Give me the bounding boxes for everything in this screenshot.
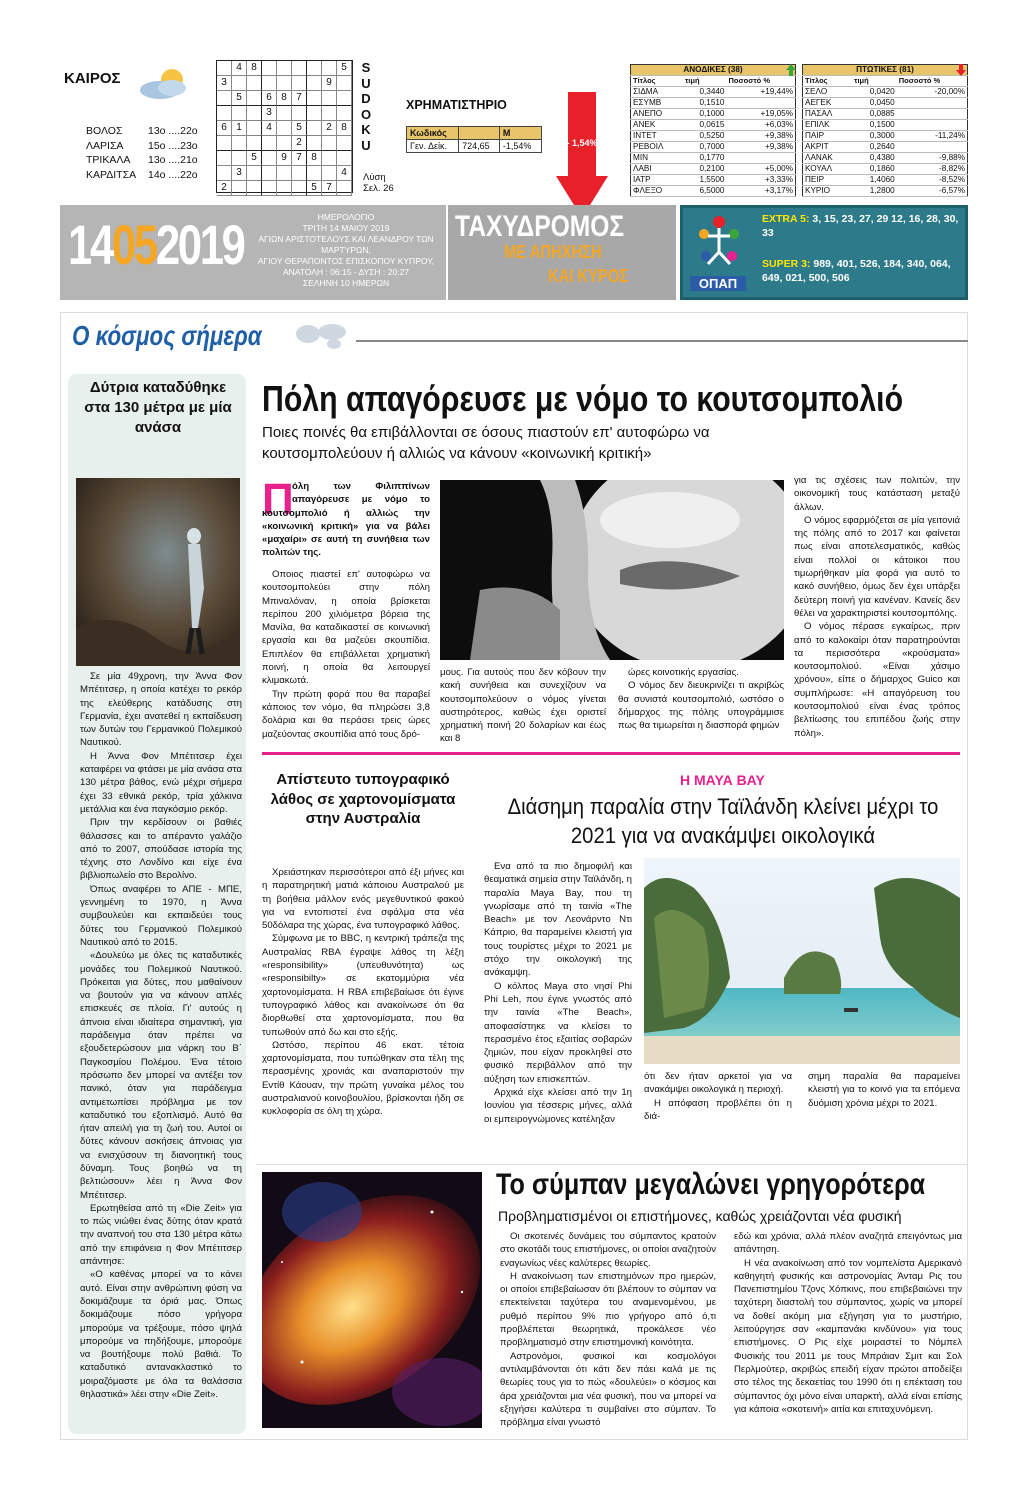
stock-title: ΧΡΗΜΑΤΙΣΤΗΡΙΟ bbox=[406, 98, 507, 112]
weather-row bbox=[86, 139, 198, 154]
gossip-paragraph: Την πρώτη φορά που θα παραβεί κάποιος τον νόμο, θα πληρώσει 3,8 δολάρια και θα περάσει τρεις ώρες μαζεύοντας σκουπίδια από τους δρό- bbox=[262, 688, 430, 740]
lead-subheadline: Ποιες ποινές θα επιβάλλονται σε όσους πιαστούν επ' αυτοφώρω να κουτσομπολεύουν ή αλλιώς να κάνουν «κοινωνική κριτική» bbox=[262, 424, 710, 462]
market-change: -6,57% bbox=[897, 186, 968, 197]
weather-row bbox=[86, 124, 198, 139]
weather-list bbox=[86, 124, 198, 182]
article-divider bbox=[262, 752, 960, 755]
market-price: 0,3440 bbox=[683, 87, 727, 98]
market-change: +9,38% bbox=[726, 142, 795, 153]
sudoku-cell bbox=[277, 166, 292, 181]
sudoku-cell bbox=[307, 91, 322, 106]
market-change bbox=[897, 142, 968, 153]
sudoku-cell bbox=[322, 91, 337, 106]
masthead-slogan-2: ΚΑΙ ΚΥΡΟΣ bbox=[548, 266, 629, 286]
market-symbol: ΠΑΙΡ bbox=[803, 131, 853, 142]
market-price: 0,1770 bbox=[683, 153, 727, 164]
stock-row-value: 724,65 bbox=[459, 140, 500, 153]
typo-headline: Απίστευτο τυπογραφικό λάθος σε χαρτονομίσματα στην Αυστραλία bbox=[270, 771, 456, 827]
sudoku-cell bbox=[337, 106, 352, 121]
sudoku-cell: 6 bbox=[217, 121, 232, 136]
sudoku-cell bbox=[232, 151, 247, 166]
sudoku-cell bbox=[247, 106, 262, 121]
sudoku-cell: 5 bbox=[232, 91, 247, 106]
market-row bbox=[803, 131, 968, 142]
maya-col-3 bbox=[808, 1070, 960, 1110]
market-col-header: τιμή bbox=[683, 76, 727, 87]
cloud-sun-icon bbox=[132, 64, 196, 104]
sudoku-cell bbox=[277, 76, 292, 91]
sudoku-cell bbox=[262, 61, 277, 76]
market-col-header: Ποσοστό % bbox=[726, 76, 795, 87]
super3-numbers: 989, 401, 526, 184, 340, 064, 649, 021, 500, 506 bbox=[762, 258, 951, 284]
cosmos-paragraph: εδώ και χρόνια, αλλά πλέον αναζητά επειγόντως μια απάντηση. bbox=[734, 1231, 962, 1256]
finger-on-lips-photo bbox=[440, 480, 784, 660]
sudoku-solution: Λύση Σελ. 26 bbox=[363, 172, 394, 194]
diver-photo bbox=[76, 478, 240, 666]
market-symbol: ΠΑΣΑΛ bbox=[803, 109, 853, 120]
sudoku-cell bbox=[232, 106, 247, 121]
market-symbol: ΚΥΡΙΟ bbox=[803, 186, 853, 197]
sudoku-cell bbox=[307, 136, 322, 151]
sudoku-cell bbox=[292, 61, 307, 76]
diver-headline: Δύτρια καταδύθηκε στα 130 μέτρα με μία ανάσα bbox=[84, 379, 232, 436]
market-row bbox=[803, 87, 968, 98]
maya-paragraph: Ο κόλπος Maya στο νησί Phi Phi Leh, που έγινε γνωστός από την ταινία «The Beach», αποφασίστηκε να κλείσει το περασμένο έτος εξαιτίας σοβαρών ζημιών, που είχαν προκληθεί στο φυσικό περιβάλλον από την αύξηση των επισκεπτών. bbox=[484, 980, 632, 1085]
sudoku-cell: 3 bbox=[217, 76, 232, 91]
market-symbol: ΕΣΥΜΒ bbox=[631, 98, 683, 109]
sudoku-cell bbox=[277, 61, 292, 76]
cosmos-paragraph: Αστρονόμοι, φυσικοί και κοσμολόγοι αντιλαμβάνονται ότι κάτι δεν πάει καλά με τις θεωρίες τους για το πώς «δουλεύει» ο κόσμος και άρα χρειάζονται μια νέα φυσική, που να μπορεί να εξηγήσει καλύτερα τι συμβαίνει στο σύμπαν. Το πρόβλημα είναι γνωστό bbox=[500, 1350, 716, 1429]
masthead-slogan-1: ΜΕ ΑΠΗΧΗΣΗ bbox=[504, 242, 602, 262]
sudoku-cell bbox=[307, 121, 322, 136]
down-arrow-icon bbox=[556, 92, 608, 218]
market-change bbox=[897, 98, 968, 109]
market-change: +5,00% bbox=[726, 164, 795, 175]
sudoku-cell bbox=[277, 106, 292, 121]
typo-paragraph: Χρειάστηκαν περισσότεροι από έξι μήνες και η παρατηρητική ματιά κάποιου Αυστραλού με τη βοήθεια μάλλον ενός μεγεθυντικού φακού για να εντοπιστεί ένα σφάλμα στα νέα 50δόλαρα της χώρας, ένα τυπογραφικό λάθος. bbox=[262, 867, 464, 932]
maya-col-3-text: σημη παραλία θα παραμείνει κλειστή για το κοινό για τα επόμενα δυόμιση χρόνια μέχρι το 2021. bbox=[808, 1071, 960, 1109]
stock-row-name: Γεν. Δείκ. bbox=[407, 140, 459, 153]
market-price: 0,0420 bbox=[852, 87, 897, 98]
market-price: 0,0885 bbox=[852, 109, 897, 120]
gossip-paragraph: Ο νόμος πέρασε εγκαίρως, πριν από το καλοκαίρι όταν παρατηρούνται τα περισσότερα «κρούσματα» κουτσομπολιού. «Είναι χάσιμο χρόνου», είπε ο δήμαρχος Guico και συμπλήρωσε: «Η απαγόρευση του κουτσομπολιού είναι ένας τρόπος βελτίωσης του επιπέδου ζωής στην πόλη». bbox=[794, 621, 960, 739]
market-price: 0,2640 bbox=[852, 142, 897, 153]
weather-city: ΤΡΙΚΑΛΑ bbox=[86, 154, 131, 166]
gossip-col-2-text: μους. Για αυτούς που δεν κόβουν την κακή συνήθεια και συνεχίζουν να κουτσομπολεύουν ο νόμος γίνεται αυστηρότερος, καθώς έχει οριστεί χρηματική ποινή 20 δολαρίων και έως και 8 bbox=[440, 667, 606, 745]
market-col-header: Τίτλος bbox=[631, 76, 683, 87]
sudoku-cell bbox=[307, 106, 322, 121]
market-symbol: ΣΕΛΟ bbox=[803, 87, 853, 98]
sudoku-cell bbox=[337, 151, 352, 166]
market-price: 0,1000 bbox=[683, 109, 727, 120]
sudoku-cell bbox=[337, 181, 352, 196]
market-change: -20,00% bbox=[897, 87, 968, 98]
sudoku-cell bbox=[217, 61, 232, 76]
sudoku-cell: 3 bbox=[232, 166, 247, 181]
market-symbol: ΣΙΔΜΑ bbox=[631, 87, 683, 98]
market-change: +6,03% bbox=[726, 120, 795, 131]
sudoku-cell bbox=[292, 76, 307, 91]
market-row bbox=[631, 87, 796, 98]
date-year: 2019 bbox=[155, 213, 244, 276]
sudoku-cell: 8 bbox=[337, 121, 352, 136]
maya-col-1 bbox=[484, 860, 632, 1126]
sudoku-cell: 8 bbox=[307, 151, 322, 166]
market-price: 0,4380 bbox=[852, 153, 897, 164]
maya-headline: Διάσημη παραλία στην Ταϊλάνδη κλείνει μέχρι το 2021 για να ανακάμψει οικολογικά bbox=[507, 794, 939, 848]
typo-article-body bbox=[262, 866, 464, 1119]
cosmos-col-2 bbox=[734, 1230, 962, 1416]
sudoku-cell bbox=[322, 61, 337, 76]
weather-city: ΚΑΡΔΙΤΣΑ bbox=[86, 168, 137, 181]
sudoku-cell bbox=[247, 76, 262, 91]
sudoku-cell: 5 bbox=[337, 61, 352, 76]
sudoku-cell: 2 bbox=[322, 121, 337, 136]
market-change: +19,05% bbox=[726, 109, 795, 120]
diver-paragraph: «Δουλεύω με όλες τις καταδυτικές μονάδες του Πολεμικού Ναυτικού. Πρόκειται για δύτες, που μαθαίνουν να βουτούν για να κάνουν απλές επισκευές σε πλοία. Γι' αυτούς η άπνοια είναι ιδιαίτερα σημαντική, για παράδειγμα όταν πρέπει να εξουδετερώσουν μια νάρκη του Β΄ Παγκοσμίου Πολέμου. Ένα τέτοιο πρόσωπο δεν μπορεί να αντέξει τον πανικό, όταν για παράδειγμα αντιμετωπίσει πρόβλημα με τον καταδυτικό του εξοπλισμό. Αυτό θα ήταν απειλή για τη ζωή του. Αυτοί οι δύτες κάνουν ασκήσεις άπνοιας για να ενισχύσουν τη διανοητική τους δύναμη. Τους βοηθώ να τη βελτιώσουν» λέει η Άννα Φον Μπέτιτσερ. bbox=[80, 950, 242, 1201]
sudoku-cell: 6 bbox=[262, 91, 277, 106]
sudoku-label bbox=[360, 60, 372, 153]
market-change: -8,82% bbox=[897, 164, 968, 175]
sudoku-cell bbox=[232, 76, 247, 91]
market-price: 1,2800 bbox=[852, 186, 897, 197]
sudoku-cell: 4 bbox=[232, 61, 247, 76]
sudoku-cell bbox=[217, 151, 232, 166]
diver-paragraph: Σε μία 49χρονη, την Άννα Φον Μπέτιτσερ, η οποία κατέχει το ρεκόρ της ελεύθερης κατάδυσης στη Γερμανία, έχει ανατεθεί η εκπαίδευση των δυτών του Γερμανικού Πολεμικού Ναυτικού. bbox=[80, 671, 242, 749]
sudoku-cell: 9 bbox=[322, 76, 337, 91]
market-row bbox=[803, 153, 968, 164]
market-symbol: ΛΑΝΑΚ bbox=[803, 153, 853, 164]
sudoku-cell bbox=[307, 61, 322, 76]
lead-headline: Πόλη απαγόρευσε με νόμο το κουτσομπολιό bbox=[262, 378, 904, 419]
market-price: 0,1500 bbox=[852, 120, 897, 131]
super3-results bbox=[762, 257, 962, 285]
cosmos-paragraph: Η ανακοίνωση των επιστημόνων προ ημερών, οι οποίοι επιβεβαίωσαν ότι βλέπουν το σύμπαν να επεκτείνεται ταχύτερα του αναμενομένου, με ρυθμό περίπου 9% πιο γρήγορο από ό,τι προβλέπεται θεωρητικά, προκάλεσε νέο προβληματισμό στην επιστημονική κοινότητα. bbox=[500, 1270, 716, 1349]
sudoku-cell bbox=[277, 181, 292, 196]
sudoku-cell bbox=[322, 166, 337, 181]
sudoku-cell bbox=[337, 76, 352, 91]
cosmos-paragraph: Οι σκοτεινές δυνάμεις του σύμπαντος κρατούν στο σκοτάδι τους επιστήμονες, οι οποίοι αναζητούν εναγωνίως νέες καλύτερες θεωρίες. bbox=[500, 1231, 716, 1269]
weather-row bbox=[86, 153, 198, 168]
market-row bbox=[803, 98, 968, 109]
sudoku-cell bbox=[217, 91, 232, 106]
market-col-header: Τίτλος bbox=[803, 76, 853, 87]
sudoku-cell bbox=[277, 136, 292, 151]
sudoku-cell: 5 bbox=[247, 151, 262, 166]
sudoku-letter: S bbox=[361, 60, 371, 75]
sudoku-cell: 4 bbox=[337, 166, 352, 181]
market-col-header: τιμή bbox=[852, 76, 897, 87]
sudoku-cell: 9 bbox=[277, 151, 292, 166]
market-change bbox=[726, 98, 795, 109]
sudoku-cell bbox=[307, 76, 322, 91]
market-head: ΠΤΩΤΙΚΕΣ (81) bbox=[803, 65, 968, 76]
diver-paragraph: Πριν την κερδίσουν οι βαθιές θάλασσες και το απέραντο γαλάζιο από το 2007, σπούδασε ιστορία της τέχνης στο Λονδίνο και είχε ένα βιβλιοπωλείο στο Βερολίνο. bbox=[80, 817, 242, 882]
market-symbol: ΑΝΕΚ bbox=[631, 120, 683, 131]
sudoku-cell bbox=[247, 91, 262, 106]
typo-paragraph: Σύμφωνα με το BBC, η κεντρική τράπεζα της Αυστραλίας RBA έγραψε λάθος τη λέξη «responsibility» (υπευθυνότητα) ως «responsibilty» σε εκατομμύρια νέα χαρτονομίσματα. Η RBA επιβεβαίωσε ότι έγινε τυπογραφικό λάθος και ανακοίνωσε ότι θα διορθωθεί στα χαρτονομίσματα, που θα τυπωθούν από δω και στο εξής. bbox=[262, 933, 464, 1038]
market-change bbox=[726, 153, 795, 164]
market-row bbox=[631, 109, 796, 120]
sudoku-cell bbox=[217, 106, 232, 121]
market-row bbox=[803, 109, 968, 120]
sudoku-cell: 8 bbox=[277, 91, 292, 106]
market-row bbox=[803, 175, 968, 186]
sudoku-cell bbox=[262, 166, 277, 181]
date-month: 05 bbox=[111, 213, 156, 276]
extra5-label: EXTRA 5: bbox=[762, 213, 810, 225]
sudoku-cell: 1 bbox=[232, 121, 247, 136]
sudoku-cell bbox=[292, 166, 307, 181]
opap-logo: ΟΠΑΠ bbox=[690, 276, 746, 291]
gossip-col-3 bbox=[618, 666, 784, 732]
section-rule bbox=[356, 340, 968, 342]
market-price: 0,1510 bbox=[683, 98, 727, 109]
sudoku-cell bbox=[217, 136, 232, 151]
market-price: 1,5500 bbox=[683, 175, 727, 186]
market-row bbox=[803, 164, 968, 175]
calendar-info: ΗΜΕΡΟΛΟΓΙΟ ΤΡΙΤΗ 14 ΜΑΙΟΥ 2019 ΑΓΙΩΝ ΑΡΙΣΤΟΤΕΛΟΥΣ ΚΑΙ ΛΕΑΝΔΡΟΥ ΤΩΝ ΜΑΡΤΥΡΩΝ, ΑΓΙΟΥ ΘΕΡΑΠΟΝΤΟΣ ΕΠΙΣΚΟΠΟΥ ΚΥΠΡΟΥ, ΑΝΑΤΟΛΗ : 06:15 - ΔΥΣΗ : 20:27 ΣΕΛΗΝΗ 10 ΗΜΕΡΩΝ bbox=[257, 212, 435, 288]
stock-arrow-label: - 1,54% bbox=[566, 138, 598, 148]
market-row bbox=[803, 186, 968, 197]
sudoku-cell: 7 bbox=[292, 91, 307, 106]
market-price: 0,5250 bbox=[683, 131, 727, 142]
sudoku-cell: 3 bbox=[262, 106, 277, 121]
gossip-paragraph: για τις σχέσεις των πολιτών, την οικονομική τους κατάσταση μεταξύ άλλων. bbox=[794, 475, 960, 513]
sudoku-cell bbox=[247, 166, 262, 181]
market-change: +19,44% bbox=[726, 87, 795, 98]
weather-city: ΒΟΛΟΣ bbox=[86, 125, 123, 137]
maya-paragraph: ότι δεν ήταν αρκετοί για να ανακάμψει οικολογικά η περιοχή. bbox=[644, 1071, 792, 1096]
diver-paragraph: Ερωτηθείσα από τη «Die Zeit» για το πώς νιώθει ένας δύτης όταν κρατά την αναπνοή του στα 130 μέτρα κάτω από την επιφάνεια η Φον Μπέτιτσερ απάντησε: bbox=[80, 1202, 242, 1268]
market-price: 1,4060 bbox=[852, 175, 897, 186]
sudoku-cell: 4 bbox=[262, 121, 277, 136]
sudoku-cell bbox=[277, 121, 292, 136]
sudoku-cell: 2 bbox=[292, 136, 307, 151]
market-symbol: ΙΑΤΡ bbox=[631, 175, 683, 186]
weather-temp: 13ο ....21ο bbox=[148, 154, 198, 166]
market-price: 0,2100 bbox=[683, 164, 727, 175]
weather-temp: 14ο ....22ο bbox=[148, 168, 198, 181]
market-symbol: ΙΝΤΕΤ bbox=[631, 131, 683, 142]
typo-paragraph: Ωστόσο, περίπου 46 εκατ. τέτοια χαρτονομίσματα, που τυπώθηκαν στα τέλη της περασμένης χρονιάς και αναπαριστούν την Εντίθ Κάουαν, την πρώτη γυναίκα μέλος του αυστραλιανού κοινοβουλίου, βρίσκονται ήδη σε κυκλοφορία σε όλη τη χώρα. bbox=[262, 1039, 464, 1118]
market-row bbox=[631, 131, 796, 142]
market-change: +9,38% bbox=[726, 131, 795, 142]
market-symbol: ΑΕΓΕΚ bbox=[803, 98, 853, 109]
gossip-col-1 bbox=[262, 568, 430, 741]
market-change: +3,17% bbox=[726, 186, 795, 197]
market-price: 0,3000 bbox=[852, 131, 897, 142]
sudoku-cell bbox=[322, 106, 337, 121]
weather-city: ΛΑΡΙΣΑ bbox=[86, 139, 124, 152]
maya-bay-photo bbox=[644, 858, 960, 1064]
galaxy-photo bbox=[262, 1172, 482, 1428]
down-arrow-small-icon bbox=[956, 64, 966, 76]
market-symbol: ΑΝΕΠΟ bbox=[631, 109, 683, 120]
cosmos-paragraph: Η νέα ανακοίνωση από τον νομπελίστα Αμερικανό καθηγητή φυσικής και αστρονομίας Άνταμ Ρις του Πανεπιστημίου Τζονς Χόπκινς, που επιβεβαιώνει την ταχύτερη διαστολή του σύμπαντος, χωρίς να μπορεί να δοθεί ακόμη μια εξήγηση για το μυστήριο, λειτούργησε σαν «καμπανάκι κινδύνου» για τους επιστήμονες. Ο Ρις είχε μοιραστεί το Νόμπελ Φυσικής του 2011 με τους Μπράιαν Σμιτ και Σολ Περλμούτερ, ακριβώς επειδή είχαν πρώτοι αποδείξει στο τέλος της δεκαετίας του 1990 ότι η επέκταση του σύμπαντος όχι μόνο είναι υπαρκτή, αλλά είναι επίσης για κάποια «σκοτεινή» αιτία και επιταχυνόμενη. bbox=[734, 1257, 962, 1415]
extra5-numbers: 3, 15, 23, 27, 29 12, 16, 28, 30, 33 bbox=[762, 213, 959, 239]
sudoku-cell bbox=[232, 181, 247, 196]
maya-paragraph: Ενα από τα πιο δημοφιλή και θεαματικά σημεία στην Ταϊλάνδη, η παραλία Maya Bay, που τη γνωρίσαμε από τη ταινία «The Beach» με τον Λεονάρντο Ντι Κάπριο, θα παραμείνει κλειστή για τους τουρίστες μέχρι το 2021 με στόχο την οικολογική της ανάκαμψη. bbox=[484, 861, 632, 979]
maya-paragraph: Αρχικά είχε κλείσει από την 1η Ιουνίου για τέσσερις μήνες, αλλά οι εμπειρογνώμονες κατέληξαν bbox=[484, 1087, 632, 1125]
market-row bbox=[631, 98, 796, 109]
sudoku-cell bbox=[247, 121, 262, 136]
maya-col-2 bbox=[644, 1070, 792, 1123]
sudoku-cell: 5 bbox=[307, 181, 322, 196]
market-symbol: ΠΕΙΡ bbox=[803, 175, 853, 186]
market-head: ΑΝΟΔΙΚΕΣ (38) bbox=[631, 65, 796, 76]
sudoku-cell bbox=[247, 136, 262, 151]
sudoku-cell bbox=[307, 166, 322, 181]
diver-paragraph: «Ο καθένας μπορεί να το κάνει αυτό. Είναι στην ανθρώπινη φύση να δοκιμάζουμε τα όριά μας. Όπως δοκιμάζουμε πόσο γρήγορα μπορούμε να τρέξουμε, πόσο ψηλά μπορούμε να πηδήξουμε, μπορούμε να βουτήξουμε πολύ βαθιά. Το καταδυτικό αντανακλαστικό το μοιραζόμαστε με όλα τα θαλάσσια θηλαστικά» λέει στην «Die Zeit». bbox=[80, 1269, 242, 1401]
diver-paragraph: Η Άννα Φον Μπέτιτσερ έχει καταφέρει να φτάσει με μία ανάσα στα 130 μέτρα βάθος, ενώ μέχρι σήμερα έχει 33 εθνικά ρεκόρ, τρία χάλκινα μετάλλια και ένα παγκόσμιο ρεκόρ. bbox=[80, 750, 242, 815]
opap-logo-icon bbox=[694, 212, 744, 272]
lead-intro bbox=[262, 475, 430, 560]
gossip-paragraph: ώρες κοινοτικής εργασίας. bbox=[628, 667, 739, 678]
market-price: 6,5000 bbox=[683, 186, 727, 197]
market-row bbox=[631, 164, 796, 175]
sudoku-cell bbox=[292, 181, 307, 196]
sudoku-cell bbox=[262, 136, 277, 151]
market-symbol: ΜΙΝ bbox=[631, 153, 683, 164]
sudoku-cell bbox=[322, 151, 337, 166]
weather-temp: 15ο ....23ο bbox=[148, 139, 198, 152]
market-symbol: ΕΠΙΛΚ bbox=[803, 120, 853, 131]
market-symbol: ΦΛΕΞΟ bbox=[631, 186, 683, 197]
market-symbol: ΑΚΡΙΤ bbox=[803, 142, 853, 153]
stock-row-change: -1,54% bbox=[499, 140, 541, 153]
market-up-table bbox=[630, 64, 796, 197]
sudoku-cell bbox=[337, 136, 352, 151]
dropcap: Π bbox=[262, 475, 294, 524]
diver-paragraph: Όπως αναφέρει το ΑΠΕ - ΜΠΕ, γεννημένη το 1970, η Άννα συμβουλεύει και εκπαιδεύει τους δύτες του Γερμανικού Πολεμικού Ναυτικού από το 2015. bbox=[80, 883, 242, 948]
gossip-paragraph: Οποιος πιαστεί επ' αυτοφώρω να κουτσομπολεύει στην πόλη Μπιναλόναν, η οποία βρίσκεται περίπου 200 χιλιόμετρα βόρεια της Μανίλα, θα καταδικαστεί σε κοινωνική εργασία και θα μαζεύει σκουπίδια. Επιπλέον θα επιβάλλεται χρηματική ποινή, η οποία θα λειτουργεί κλιμακωτά. bbox=[262, 569, 430, 687]
issue-date bbox=[68, 212, 244, 277]
sudoku-cell bbox=[262, 151, 277, 166]
market-change bbox=[897, 109, 968, 120]
sudoku-cell: 7 bbox=[322, 181, 337, 196]
sudoku-letter: K bbox=[361, 122, 371, 137]
sudoku-cell: 2 bbox=[217, 181, 232, 196]
weather-temp: 13ο ....22ο bbox=[148, 125, 198, 137]
market-price: 0,0450 bbox=[852, 98, 897, 109]
lead-intro-text: όλη των Φιλιππίνων απαγόρευσε με νόμο το κουτσομπολιό ή αλλιώς την «κοινωνική κριτική» για να βάλει «μαχαίρι» σε αυτή τη συνήθεια των πολιτών της. bbox=[262, 481, 430, 559]
gossip-paragraph: Ο νόμος εφαρμόζεται σε μία γειτονιά της πόλης από το 2017 και φαίνεται πως είναι αποτελεσματικός, καθώς είναι πολλοί οι κάτοικοι που τιμωρήθηκαν μία φορά για αυτό το κακό συνήθειο, όμως δεν έχει υπάρξει δεύτερη ποινή για κανέναν. Κανείς δεν θέλει να χαρακτηριστεί κουτσομπόλης. bbox=[794, 514, 960, 619]
market-price: 0,0615 bbox=[683, 120, 727, 131]
sudoku-cell: 8 bbox=[247, 61, 262, 76]
cosmos-subheadline: Προβληματισμένοι οι επιστήμονες, καθώς χρειάζονται νέα φυσική bbox=[498, 1208, 902, 1224]
stock-col-m: Μ bbox=[499, 127, 541, 140]
sudoku-cell bbox=[247, 181, 262, 196]
market-change: -9,88% bbox=[897, 153, 968, 164]
sudoku-letter: U bbox=[361, 75, 371, 91]
maya-paragraph: Η απόφαση προβλέπει ότι η διά- bbox=[644, 1097, 792, 1122]
market-col-header: Ποσοστό % bbox=[897, 76, 968, 87]
sudoku-cell bbox=[232, 136, 247, 151]
cosmos-col-1 bbox=[500, 1230, 716, 1429]
diver-article-body bbox=[80, 670, 242, 1401]
market-price: 0,7000 bbox=[683, 142, 727, 153]
market-row bbox=[803, 120, 968, 131]
super3-label: SUPER 3: bbox=[762, 258, 811, 270]
sudoku-cell bbox=[262, 181, 277, 196]
sudoku-letter: D bbox=[361, 91, 371, 106]
masthead-title: ΤΑΧΥΔΡΟΜΟΣ bbox=[455, 210, 625, 243]
world-map-icon bbox=[290, 318, 350, 352]
up-arrow-icon bbox=[786, 64, 796, 76]
sudoku-cell bbox=[292, 106, 307, 121]
market-symbol: ΛΑΒΙ bbox=[631, 164, 683, 175]
market-row bbox=[631, 175, 796, 186]
stock-col-code: Κωδικός bbox=[407, 127, 459, 140]
sudoku-cell bbox=[322, 136, 337, 151]
sudoku-letter: O bbox=[360, 106, 372, 122]
market-row bbox=[803, 142, 968, 153]
sudoku-cell: 7 bbox=[292, 151, 307, 166]
market-row bbox=[631, 186, 796, 197]
market-row bbox=[631, 142, 796, 153]
market-change: +3,33% bbox=[726, 175, 795, 186]
weather-row bbox=[86, 168, 198, 183]
market-down-table bbox=[802, 64, 968, 197]
gossip-col-2 bbox=[440, 666, 606, 746]
market-row bbox=[631, 153, 796, 164]
market-price: 0,1860 bbox=[852, 164, 897, 175]
market-row bbox=[631, 120, 796, 131]
weather-title: ΚΑΙΡΟΣ bbox=[64, 70, 121, 87]
sudoku-cell bbox=[217, 166, 232, 181]
market-change: -11,24% bbox=[897, 131, 968, 142]
cosmos-headline: Το σύμπαν μεγαλώνει γρηγορότερα bbox=[496, 1168, 926, 1201]
market-change: -8,52% bbox=[897, 175, 968, 186]
sudoku-grid bbox=[216, 60, 353, 193]
gossip-col-4 bbox=[794, 474, 960, 740]
date-day: 14 bbox=[68, 213, 112, 276]
sudoku-cell bbox=[262, 76, 277, 91]
sudoku-cell bbox=[337, 91, 352, 106]
extra5-results bbox=[762, 212, 962, 240]
maya-kicker: Η ΜΑΥΑ ΒΑΥ bbox=[680, 772, 765, 788]
section-title: Ο κόσμος σήμερα bbox=[72, 320, 262, 351]
gossip-paragraph: Ο νόμος δεν διευκρινίζει τι ακριβώς θα συνιστά κουτσομπολιό, ωστόσο ο δήμαρχος της πόλης υπογράμμισε πως θα τιμωρείται η διασπορά φημών bbox=[618, 680, 784, 732]
market-symbol: ΡΕΒΟΙΛ bbox=[631, 142, 683, 153]
market-change bbox=[897, 120, 968, 131]
stock-index-table bbox=[406, 126, 542, 153]
sudoku-letter: U bbox=[361, 137, 371, 153]
market-symbol: ΚΟΥΑΛ bbox=[803, 164, 853, 175]
sudoku-cell: 5 bbox=[292, 121, 307, 136]
